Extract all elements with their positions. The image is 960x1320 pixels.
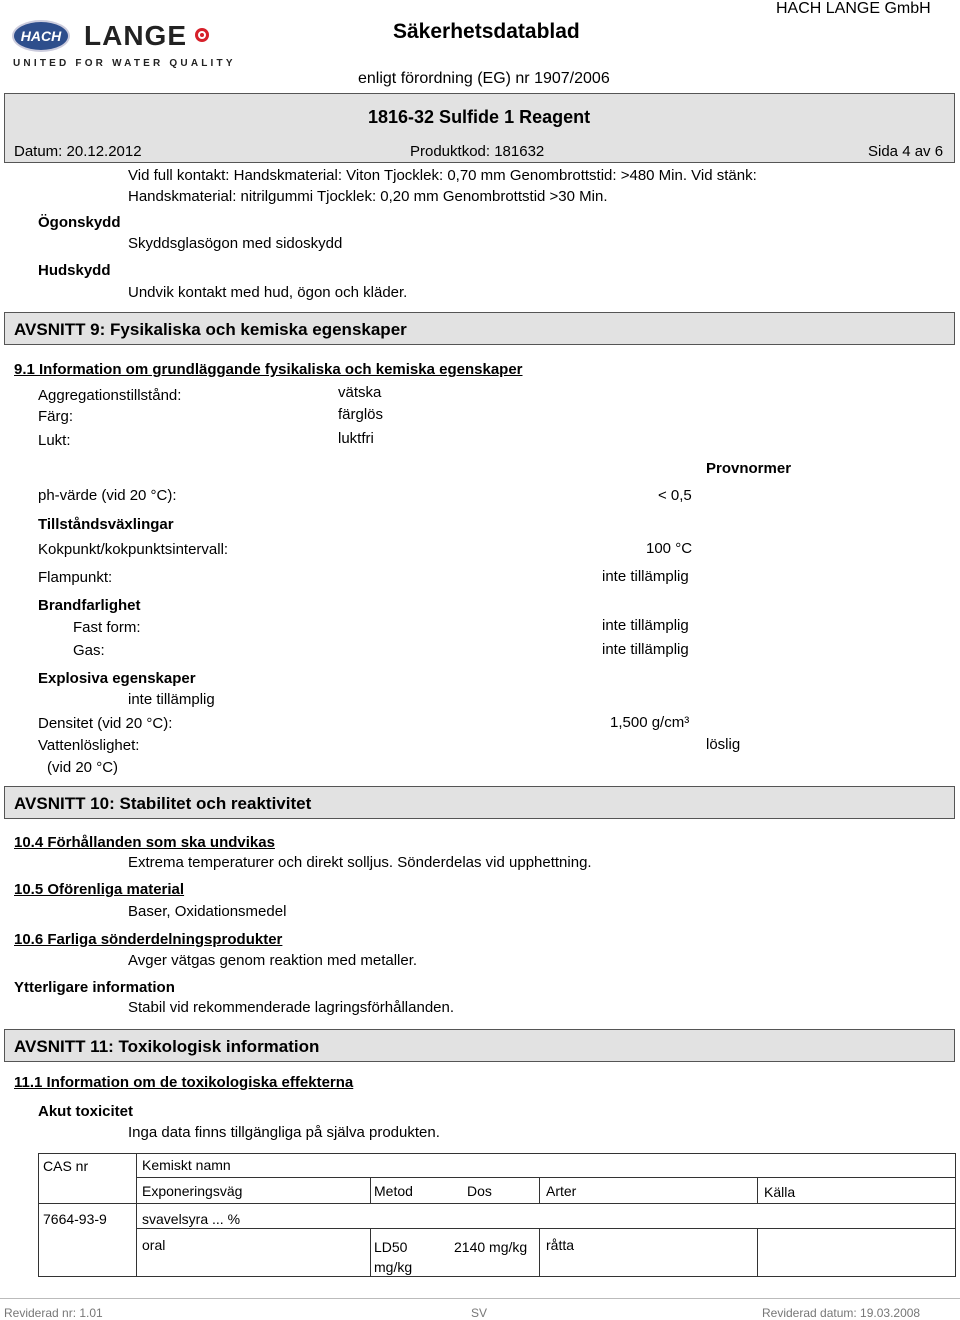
boiling-value: 100 °C bbox=[646, 540, 693, 557]
row-dose: 2140 mg/kg bbox=[454, 1239, 528, 1255]
document-date: Datum: 20.12.2012 bbox=[14, 143, 142, 160]
gas-value: inte tillämplig bbox=[602, 641, 689, 658]
acute-toxicity-text: Inga data finns tillgängliga på själva produkten. bbox=[128, 1124, 440, 1141]
color-value: färglös bbox=[338, 406, 384, 423]
section9-subtitle: 9.1 Information om grundläggande fysikaliska och kemiska egenskaper bbox=[14, 361, 523, 378]
flash-label: Flampunkt: bbox=[38, 569, 113, 586]
table-divider bbox=[370, 1177, 371, 1203]
ph-value: < 0,5 bbox=[658, 487, 692, 504]
state-value: vätska bbox=[338, 384, 382, 401]
odor-label: Lukt: bbox=[38, 432, 71, 449]
document-title: Säkerhetsdatablad bbox=[393, 20, 580, 43]
solubility-label: Vattenlöslighet: bbox=[38, 737, 140, 754]
section10-title: AVSNITT 10: Stabilitet och reaktivitet bbox=[14, 794, 312, 813]
language-code: SV bbox=[471, 1306, 488, 1320]
row-exposure-route: oral bbox=[142, 1237, 166, 1253]
solubility-temp: (vid 20 °C) bbox=[47, 759, 119, 776]
transitions-heading: Tillståndsväxlingar bbox=[38, 516, 174, 533]
s105-text: Baser, Oxidationsmedel bbox=[128, 903, 287, 920]
logo-tagline: UNITED FOR WATER QUALITY bbox=[13, 58, 236, 69]
hach-logo: HACH bbox=[12, 20, 70, 52]
solubility-value: löslig bbox=[706, 736, 741, 753]
section11-subtitle: 11.1 Information om de toxikologiska effekterna bbox=[14, 1074, 354, 1091]
density-value: 1,500 g/cm³ bbox=[610, 714, 690, 731]
solid-value: inte tillämplig bbox=[602, 617, 689, 634]
company-name: HACH LANGE GmbH bbox=[776, 0, 931, 17]
row-cas: 7664-93-9 bbox=[43, 1211, 107, 1227]
ph-label: ph-värde (vid 20 °C): bbox=[38, 487, 177, 504]
row-method-unit: mg/kg bbox=[374, 1259, 413, 1275]
lange-logo: LANGE bbox=[84, 20, 187, 51]
flash-value: inte tillämplig bbox=[602, 568, 689, 585]
table-divider bbox=[136, 1228, 955, 1229]
s105-heading: 10.5 Oförenliga material bbox=[14, 881, 185, 898]
table-divider bbox=[370, 1228, 371, 1276]
section9-title: AVSNITT 9: Fysikaliska och kemiska egenskaper bbox=[14, 320, 407, 339]
solid-label: Fast form: bbox=[73, 619, 141, 636]
footer-divider bbox=[0, 1298, 960, 1299]
header-chemical-name: Kemiskt namn bbox=[142, 1157, 231, 1173]
target-logo-icon bbox=[195, 28, 209, 42]
revision-number: Reviderad nr: 1.01 bbox=[4, 1306, 103, 1320]
table-divider bbox=[39, 1203, 955, 1204]
row-species: råtta bbox=[546, 1237, 575, 1253]
row-method: LD50 bbox=[374, 1239, 408, 1255]
product-code: Produktkod: 181632 bbox=[410, 143, 545, 160]
color-label: Färg: bbox=[38, 408, 74, 425]
boiling-label: Kokpunkt/kokpunktsintervall: bbox=[38, 541, 229, 558]
row-chemical-name: svavelsyra ... % bbox=[142, 1211, 241, 1227]
header-species: Arter bbox=[546, 1183, 577, 1199]
header-exposure-route: Exponeringsväg bbox=[142, 1183, 243, 1199]
s106-heading: 10.6 Farliga sönderdelningsprodukter bbox=[14, 931, 283, 948]
table-divider bbox=[136, 1177, 955, 1178]
header-method: Metod bbox=[374, 1183, 413, 1199]
skin-protection-value: Undvik kontakt med hud, ögon och kläder. bbox=[128, 284, 408, 301]
table-divider bbox=[136, 1154, 137, 1276]
skin-protection-label: Hudskydd bbox=[38, 262, 111, 279]
explosive-value: inte tillämplig bbox=[128, 691, 215, 708]
page-number: Sida 4 av 6 bbox=[868, 143, 944, 160]
hand-protection-line2: Handskmaterial: nitrilgummi Tjocklek: 0,20 mm Genombrottstid >30 Min. bbox=[128, 188, 608, 205]
further-info-heading: Ytterligare information bbox=[14, 979, 175, 996]
revision-date: Reviderad datum: 19.03.2008 bbox=[762, 1306, 921, 1320]
eye-protection-value: Skyddsglasögon med sidoskydd bbox=[128, 235, 343, 252]
acute-toxicity-heading: Akut toxicitet bbox=[38, 1103, 134, 1120]
eye-protection-label: Ögonskydd bbox=[38, 214, 121, 231]
s104-heading: 10.4 Förhållanden som ska undvikas bbox=[14, 834, 275, 851]
regulation-text: enligt förordning (EG) nr 1907/2006 bbox=[358, 70, 610, 87]
flammability-heading: Brandfarlighet bbox=[38, 597, 141, 614]
header-cas: CAS nr bbox=[43, 1158, 89, 1174]
section11-title: AVSNITT 11: Toxikologisk information bbox=[14, 1037, 320, 1056]
table-divider bbox=[757, 1177, 758, 1203]
hand-protection-line1: Vid full kontakt: Handskmaterial: Viton Tjocklek: 0,70 mm Genombrottstid: >480 Min. Vid stänk: bbox=[128, 167, 757, 184]
product-name: 1816-32 Sulfide 1 Reagent bbox=[368, 107, 591, 127]
s104-text: Extrema temperaturer och direkt solljus. Sönderdelas vid upphettning. bbox=[128, 854, 592, 871]
state-label: Aggregationstillstånd: bbox=[38, 387, 182, 404]
table-divider bbox=[539, 1177, 540, 1203]
explosive-heading: Explosiva egenskaper bbox=[38, 670, 196, 687]
header-source: Källa bbox=[764, 1184, 796, 1200]
further-info-text: Stabil vid rekommenderade lagringsförhållanden. bbox=[128, 999, 455, 1016]
s106-text: Avger vätgas genom reaktion med metaller. bbox=[128, 952, 418, 969]
header-dose: Dos bbox=[467, 1183, 492, 1199]
table-divider bbox=[757, 1228, 758, 1276]
odor-value: luktfri bbox=[338, 430, 374, 447]
toxicity-table bbox=[38, 1153, 956, 1277]
norms-header: Provnormer bbox=[706, 460, 792, 477]
density-label: Densitet (vid 20 °C): bbox=[38, 715, 173, 732]
table-divider bbox=[539, 1228, 540, 1276]
gas-label: Gas: bbox=[73, 642, 105, 659]
